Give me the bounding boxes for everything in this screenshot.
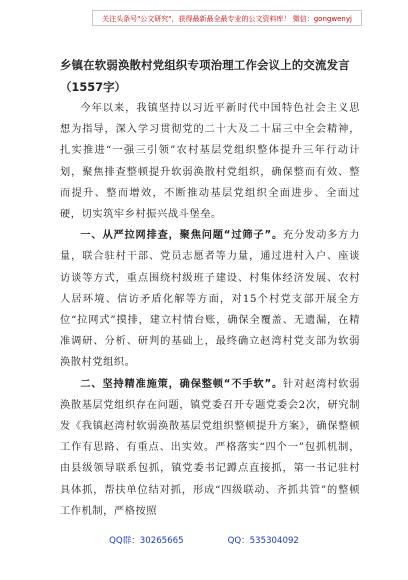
section-1-body: 充分发动多方力量，联合驻村干部、党员志愿者等力量，通过进村入户、座谈访谈等方式，重点围绕村级班子建设、村集体经济发展、农村人居环境、信访矛盾化解等方面，对15个村党支部开展全方位“拉网式”摸排，建立村情台账，确保全覆盖、无遗漏，在精准调研、分析、研判的基础上，最终确立赵湾村党支部为软弱涣散村党组织。 bbox=[60, 230, 360, 369]
footer-qq-group: QQ群：30265665 bbox=[109, 536, 184, 546]
section-2-paragraph bbox=[60, 374, 360, 522]
section-1-paragraph bbox=[60, 225, 360, 373]
footer-qq: QQ：535304092 bbox=[227, 536, 299, 546]
intro-paragraph: 今年以来，我镇坚持以习近平新时代中国特色社会主义思想为指导，深入学习贯彻党的二十大及二十届三中全会精神，扎实推进“一强三引领”农村基层党组织整体提升三年行动计划，聚焦排查整顿提升软弱涣散村党组织，确保整而有效、整而提升、整而增效，不断推动基层党组织全面进步、全面过硬，切实筑牢乡村振兴战斗堡垒。 bbox=[60, 103, 360, 221]
document-title: 乡镇在软弱涣散村党组织专项治理工作会议上的交流发言 bbox=[60, 58, 350, 72]
section-2-body: 针对赵湾村软弱涣散基层党组织存在问题，镇党委召开专题党委会2次，研究制发《我镇赵湾村软弱涣散基层党组织整顿提升方案》，确保整顿工作有思路、有重点、出实效。严格落实“四个一”包抓机制，由县级领导联系包抓，镇党委书记蹲点直接抓，第一书记驻村具体抓，帮扶单位结对抓，形成“四级联动、齐抓共管”的整顿工作机制，严格按照 bbox=[60, 378, 360, 517]
document-body bbox=[60, 54, 360, 522]
section-1-heading: 一、从严拉网排查，聚焦问题“过筛子”。 bbox=[80, 230, 284, 242]
section-2-heading: 二、坚持精准施策，确保整顿“不手软”。 bbox=[80, 378, 284, 390]
footer-contact bbox=[0, 534, 408, 546]
word-count: （1557字） bbox=[60, 80, 126, 94]
header-banner: 关注头条号"公文研究"，获得最新最全最专业的公文资料库！ 微信：gongwenyj bbox=[92, 10, 362, 26]
